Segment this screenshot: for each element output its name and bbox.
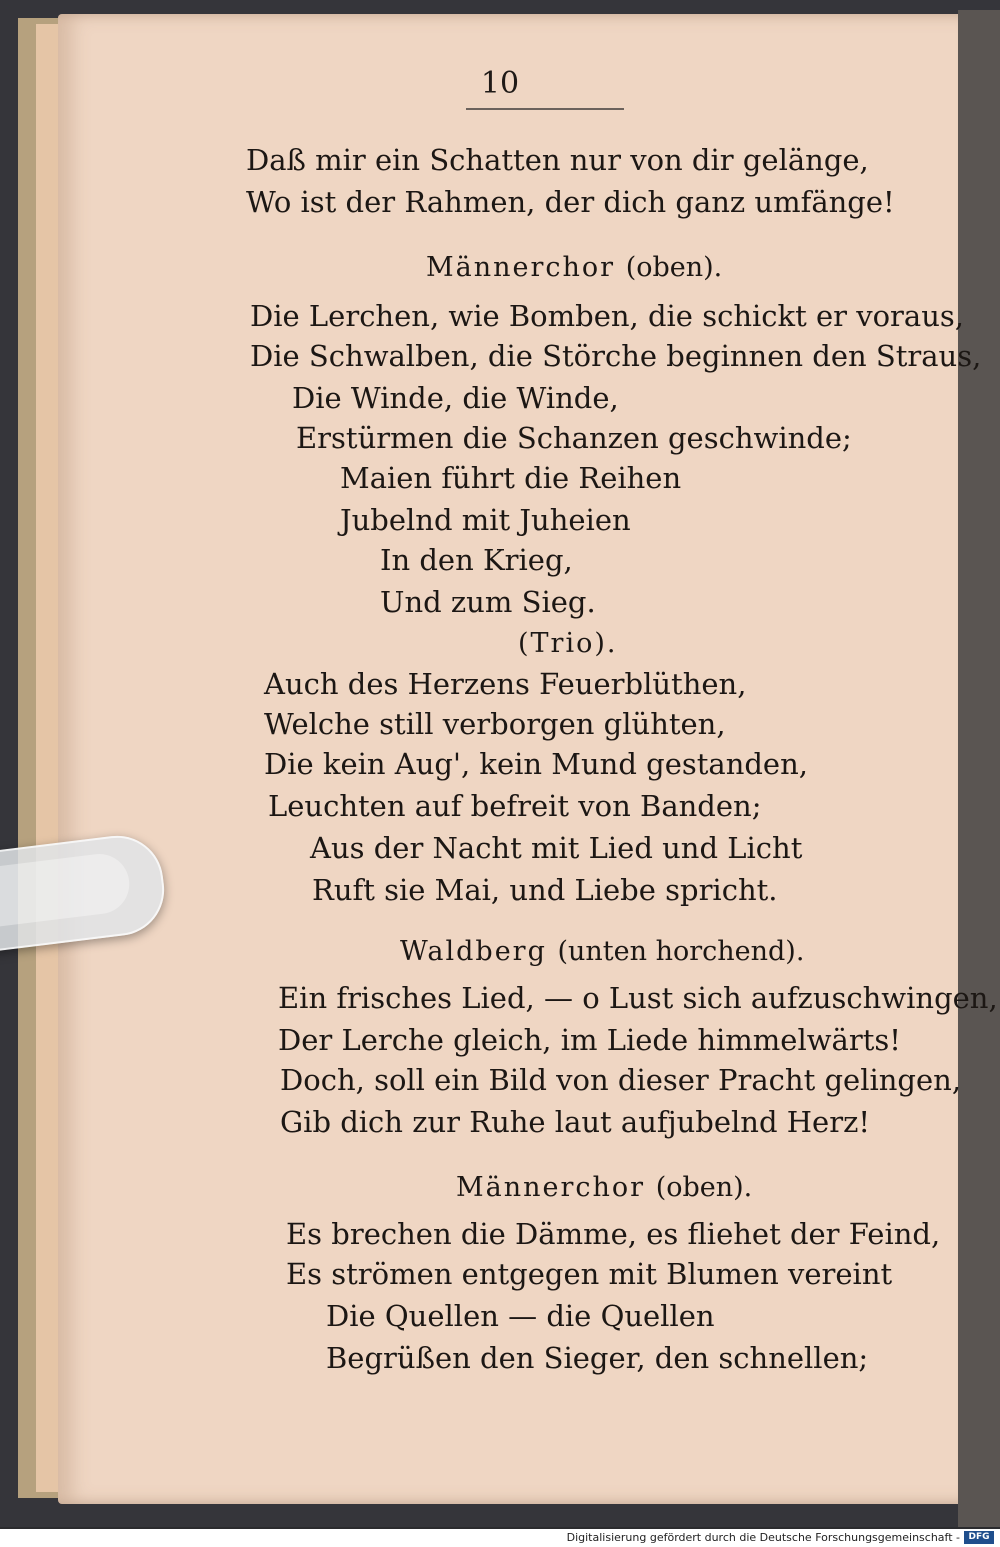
verse-line: Auch des Herzens Feuerblüthen, xyxy=(264,667,747,701)
header-rule xyxy=(466,108,624,110)
verse-line: Die Schwalben, die Störche beginnen den Straus, xyxy=(250,339,982,373)
verse-line: Leuchten auf befreit von Banden; xyxy=(268,789,762,823)
verse-line: Der Lerche gleich, im Liede himmelwärts! xyxy=(278,1023,901,1057)
verse-line: Daß mir ein Schatten nur von dir gelänge, xyxy=(246,143,869,177)
section-heading: (Trio). xyxy=(518,628,618,659)
verse-line: Erstürmen die Schanzen geschwinde; xyxy=(296,421,852,455)
verse-line: Doch, soll ein Bild von dieser Pracht gelingen, xyxy=(280,1063,962,1097)
facing-page-shadow xyxy=(958,10,1000,1527)
verse-line: Begrüßen den Sieger, den schnellen; xyxy=(326,1341,869,1375)
verse-line: Aus der Nacht mit Lied und Licht xyxy=(310,831,803,865)
verse-line: Die kein Aug', kein Mund gestanden, xyxy=(264,747,808,781)
verse-line: Die Lerchen, wie Bomben, die schickt er voraus, xyxy=(250,299,964,333)
verse-line: Gib dich zur Ruhe laut aufjubelnd Herz! xyxy=(280,1105,870,1139)
funding-credit: Digitalisierung gefördert durch die Deutsche Forschungsgemeinschaft - xyxy=(566,1531,960,1544)
verse-line: Jubelnd mit Juheien xyxy=(340,503,631,537)
verse-line: Wo ist der Rahmen, der dich ganz umfänge! xyxy=(246,185,895,219)
verse-line: Maien führt die Reihen xyxy=(340,461,682,495)
speaker-name: Männerchor xyxy=(426,252,616,283)
speaker-name: Männerchor xyxy=(456,1172,646,1203)
verse-line: Es brechen die Dämme, es fliehet der Feind, xyxy=(286,1217,941,1251)
speaker-heading xyxy=(426,254,722,281)
stage-direction: (oben). xyxy=(655,1172,753,1203)
speaker-heading xyxy=(456,1174,752,1201)
verse-line: Ein frisches Lied, — o Lust sich aufzuschwingen, xyxy=(278,981,998,1015)
dfg-logo: DFG xyxy=(964,1531,994,1544)
verse-line: Ruft sie Mai, und Liebe spricht. xyxy=(312,873,778,907)
verse-line: In den Krieg, xyxy=(380,543,573,577)
verse-line: Und zum Sieg. xyxy=(380,585,596,619)
speaker-name: Waldberg xyxy=(400,936,547,967)
speaker-heading xyxy=(400,938,804,965)
verse-line: Die Winde, die Winde, xyxy=(292,381,619,415)
stage-direction: (unten horchend). xyxy=(557,936,805,967)
verse-line: Es strömen entgegen mit Blumen vereint xyxy=(286,1257,893,1291)
stage-direction: (oben). xyxy=(625,252,723,283)
page-number: 10 xyxy=(480,66,520,101)
verse-line: Die Quellen — die Quellen xyxy=(326,1299,715,1333)
verse-line: Welche still verborgen glühten, xyxy=(264,707,726,741)
